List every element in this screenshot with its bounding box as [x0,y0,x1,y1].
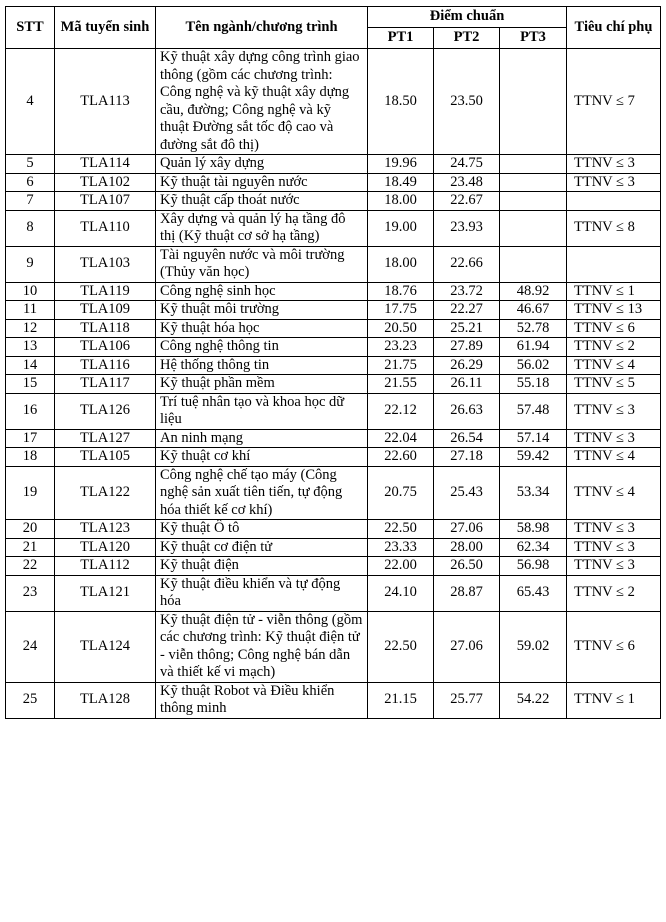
cell-ten-nganh: Công nghệ thông tin [156,338,368,357]
cell-pt1: 20.75 [368,466,434,520]
cell-ma-tuyen-sinh: TLA120 [55,538,156,557]
cell-ten-nganh: Trí tuệ nhân tạo và khoa học dữ liệu [156,393,368,429]
cell-pt3: 54.22 [500,682,567,718]
cell-tieu-chi-phu: TTNV ≤ 8 [567,210,661,246]
table-row [6,246,661,282]
cell-stt: 25 [6,682,55,718]
cell-pt1: 18.76 [368,282,434,301]
table-row [6,319,661,338]
cell-pt3: 62.34 [500,538,567,557]
cell-pt2: 27.06 [434,611,500,682]
table-row [6,520,661,539]
cell-pt2: 25.43 [434,466,500,520]
cell-ma-tuyen-sinh: TLA109 [55,301,156,320]
cell-tieu-chi-phu: TTNV ≤ 3 [567,393,661,429]
cell-pt3: 48.92 [500,282,567,301]
cell-pt3: 59.02 [500,611,567,682]
cell-stt: 8 [6,210,55,246]
header-stt: STT [6,7,55,49]
cell-pt2: 22.67 [434,192,500,211]
cell-pt2: 25.21 [434,319,500,338]
table-row [6,538,661,557]
cell-pt3 [500,246,567,282]
cell-pt1: 21.55 [368,375,434,394]
cell-ten-nganh: Quản lý xây dựng [156,155,368,174]
cell-pt2: 23.48 [434,173,500,192]
cell-pt1: 18.49 [368,173,434,192]
cell-ten-nganh: Kỹ thuật cơ khí [156,448,368,467]
cell-ma-tuyen-sinh: TLA105 [55,448,156,467]
cell-pt1: 22.60 [368,448,434,467]
cell-pt3: 53.34 [500,466,567,520]
cell-tieu-chi-phu: TTNV ≤ 7 [567,49,661,155]
cell-tieu-chi-phu: TTNV ≤ 3 [567,155,661,174]
cell-pt2: 27.18 [434,448,500,467]
cell-pt2: 26.11 [434,375,500,394]
cell-stt: 10 [6,282,55,301]
cell-ten-nganh: Kỹ thuật môi trường [156,301,368,320]
cell-pt3: 58.98 [500,520,567,539]
table-row [6,429,661,448]
cell-ma-tuyen-sinh: TLA119 [55,282,156,301]
cell-pt1: 22.50 [368,520,434,539]
table-row [6,575,661,611]
cell-pt1: 19.96 [368,155,434,174]
cell-pt2: 24.75 [434,155,500,174]
cell-pt3: 65.43 [500,575,567,611]
cell-ma-tuyen-sinh: TLA113 [55,49,156,155]
cell-ten-nganh: Kỹ thuật điện [156,557,368,576]
cell-pt1: 24.10 [368,575,434,611]
cell-pt1: 18.00 [368,246,434,282]
cell-ma-tuyen-sinh: TLA118 [55,319,156,338]
cell-tieu-chi-phu: TTNV ≤ 3 [567,557,661,576]
cell-stt: 23 [6,575,55,611]
table-row [6,611,661,682]
cell-pt2: 23.50 [434,49,500,155]
cell-ma-tuyen-sinh: TLA123 [55,520,156,539]
cell-ten-nganh: Công nghệ sinh học [156,282,368,301]
cell-tieu-chi-phu: TTNV ≤ 4 [567,466,661,520]
cell-ten-nganh: Hệ thống thông tin [156,356,368,375]
cell-pt1: 23.23 [368,338,434,357]
cell-tieu-chi-phu: TTNV ≤ 2 [567,575,661,611]
cell-ten-nganh: Kỹ thuật hóa học [156,319,368,338]
cell-ten-nganh: An ninh mạng [156,429,368,448]
cell-stt: 13 [6,338,55,357]
cell-pt1: 22.12 [368,393,434,429]
cell-stt: 9 [6,246,55,282]
cell-stt: 11 [6,301,55,320]
cell-pt3: 46.67 [500,301,567,320]
cell-pt2: 22.66 [434,246,500,282]
cell-pt2: 28.87 [434,575,500,611]
cell-tieu-chi-phu: TTNV ≤ 1 [567,682,661,718]
cell-pt1: 22.00 [368,557,434,576]
cell-stt: 7 [6,192,55,211]
cell-pt2: 26.29 [434,356,500,375]
cell-pt3: 57.14 [500,429,567,448]
cell-tieu-chi-phu: TTNV ≤ 13 [567,301,661,320]
cell-pt1: 18.00 [368,192,434,211]
cell-pt2: 22.27 [434,301,500,320]
cell-ma-tuyen-sinh: TLA107 [55,192,156,211]
cell-pt3: 61.94 [500,338,567,357]
table-row [6,192,661,211]
cell-tieu-chi-phu: TTNV ≤ 1 [567,282,661,301]
cell-tieu-chi-phu: TTNV ≤ 5 [567,375,661,394]
cell-stt: 21 [6,538,55,557]
cell-stt: 4 [6,49,55,155]
cell-pt3: 59.42 [500,448,567,467]
cell-pt2: 26.50 [434,557,500,576]
cell-ma-tuyen-sinh: TLA121 [55,575,156,611]
cell-ma-tuyen-sinh: TLA110 [55,210,156,246]
cell-pt3 [500,173,567,192]
cell-stt: 22 [6,557,55,576]
table-row [6,338,661,357]
cell-pt3 [500,192,567,211]
cell-pt2: 27.89 [434,338,500,357]
cell-pt3: 56.98 [500,557,567,576]
table-row [6,375,661,394]
cell-stt: 14 [6,356,55,375]
cell-tieu-chi-phu: TTNV ≤ 3 [567,429,661,448]
cell-pt3: 52.78 [500,319,567,338]
table-row [6,393,661,429]
cell-pt1: 21.15 [368,682,434,718]
cell-ten-nganh: Kỹ thuật xây dựng công trình giao thông (gồm các chương trình: Công nghệ và kỹ thuật xây dựng cầu, đường; Công nghệ và kỹ thuật Đường sắt tốc độ cao và đường sắt đô thị) [156,49,368,155]
table-row [6,49,661,155]
cell-ten-nganh: Tài nguyên nước và môi trường (Thủy văn học) [156,246,368,282]
cell-pt2: 26.63 [434,393,500,429]
header-tieu-chi-phu: Tiêu chí phụ [567,7,661,49]
cell-stt: 5 [6,155,55,174]
cell-stt: 6 [6,173,55,192]
cell-stt: 24 [6,611,55,682]
cell-tieu-chi-phu: TTNV ≤ 3 [567,173,661,192]
cell-ma-tuyen-sinh: TLA126 [55,393,156,429]
cell-tieu-chi-phu: TTNV ≤ 4 [567,448,661,467]
cell-ma-tuyen-sinh: TLA124 [55,611,156,682]
cell-pt2: 26.54 [434,429,500,448]
cell-pt2: 27.06 [434,520,500,539]
table-body [6,49,661,719]
cell-ten-nganh: Kỹ thuật điện tử - viễn thông (gồm các chương trình: Kỹ thuật điện tử - viễn thông; Công nghệ bán dẫn và thiết kế vi mạch) [156,611,368,682]
cell-ten-nganh: Kỹ thuật tài nguyên nước [156,173,368,192]
cell-stt: 17 [6,429,55,448]
cell-pt1: 19.00 [368,210,434,246]
cell-ma-tuyen-sinh: TLA127 [55,429,156,448]
cell-ma-tuyen-sinh: TLA112 [55,557,156,576]
table-row [6,466,661,520]
cell-pt1: 17.75 [368,301,434,320]
cell-ten-nganh: Xây dựng và quản lý hạ tầng đô thị (Kỹ thuật cơ sở hạ tầng) [156,210,368,246]
cell-stt: 18 [6,448,55,467]
cell-pt1: 18.50 [368,49,434,155]
cell-ma-tuyen-sinh: TLA103 [55,246,156,282]
table-row [6,301,661,320]
table-row [6,155,661,174]
table-row [6,282,661,301]
header-pt3: PT3 [500,28,567,49]
cell-tieu-chi-phu: TTNV ≤ 6 [567,319,661,338]
cell-pt3: 57.48 [500,393,567,429]
cell-pt1: 22.04 [368,429,434,448]
cell-pt3 [500,155,567,174]
cell-pt2: 23.93 [434,210,500,246]
cell-ma-tuyen-sinh: TLA128 [55,682,156,718]
cell-ten-nganh: Kỹ thuật điều khiển và tự động hóa [156,575,368,611]
cell-stt: 19 [6,466,55,520]
cell-ten-nganh: Công nghệ chế tạo máy (Công nghệ sản xuất tiên tiến, tự động hóa thiết kế cơ khí) [156,466,368,520]
header-ten-nganh: Tên ngành/chương trình [156,7,368,49]
cell-ma-tuyen-sinh: TLA117 [55,375,156,394]
header-pt1: PT1 [368,28,434,49]
table-row [6,173,661,192]
admission-scores-table [5,6,661,719]
table-row [6,557,661,576]
cell-pt2: 28.00 [434,538,500,557]
cell-ma-tuyen-sinh: TLA106 [55,338,156,357]
cell-pt3: 55.18 [500,375,567,394]
cell-tieu-chi-phu: TTNV ≤ 3 [567,538,661,557]
table-row [6,356,661,375]
cell-pt3 [500,210,567,246]
cell-stt: 12 [6,319,55,338]
cell-ma-tuyen-sinh: TLA122 [55,466,156,520]
cell-ten-nganh: Kỹ thuật phần mềm [156,375,368,394]
cell-pt1: 21.75 [368,356,434,375]
table-row [6,682,661,718]
table-row [6,448,661,467]
cell-pt2: 23.72 [434,282,500,301]
cell-pt1: 23.33 [368,538,434,557]
cell-tieu-chi-phu [567,192,661,211]
cell-pt3 [500,49,567,155]
header-ma-tuyen-sinh: Mã tuyển sinh [55,7,156,49]
cell-ma-tuyen-sinh: TLA114 [55,155,156,174]
cell-pt1: 22.50 [368,611,434,682]
cell-stt: 20 [6,520,55,539]
cell-tieu-chi-phu [567,246,661,282]
cell-ma-tuyen-sinh: TLA116 [55,356,156,375]
header-diem-chuan: Điểm chuẩn [368,7,567,28]
cell-tieu-chi-phu: TTNV ≤ 2 [567,338,661,357]
cell-stt: 16 [6,393,55,429]
cell-tieu-chi-phu: TTNV ≤ 4 [567,356,661,375]
cell-pt3: 56.02 [500,356,567,375]
header-pt2: PT2 [434,28,500,49]
cell-tieu-chi-phu: TTNV ≤ 6 [567,611,661,682]
cell-stt: 15 [6,375,55,394]
cell-ten-nganh: Kỹ thuật cấp thoát nước [156,192,368,211]
cell-ma-tuyen-sinh: TLA102 [55,173,156,192]
cell-ten-nganh: Kỹ thuật Robot và Điều khiển thông minh [156,682,368,718]
cell-tieu-chi-phu: TTNV ≤ 3 [567,520,661,539]
cell-ten-nganh: Kỹ thuật Ô tô [156,520,368,539]
table-row [6,210,661,246]
cell-ten-nganh: Kỹ thuật cơ điện tử [156,538,368,557]
cell-pt1: 20.50 [368,319,434,338]
cell-pt2: 25.77 [434,682,500,718]
